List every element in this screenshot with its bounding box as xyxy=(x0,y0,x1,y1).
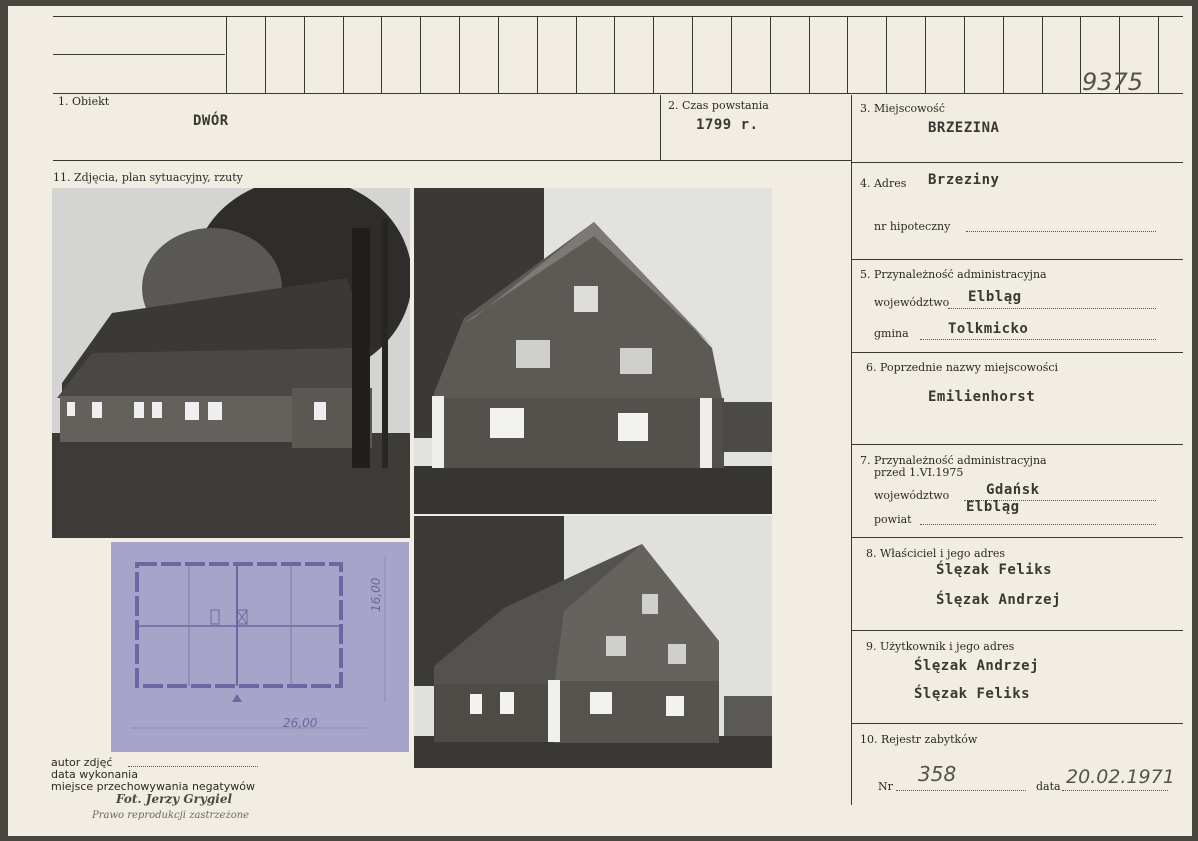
divider-5 xyxy=(851,352,1183,353)
divider-4 xyxy=(851,259,1183,260)
right-column-divider xyxy=(851,95,852,805)
record-card xyxy=(8,6,1192,836)
field-wlasciciel-label: 8. Właściciel i jego adres xyxy=(866,547,1006,560)
card-number: 9375 xyxy=(1082,68,1144,96)
photo-gable-front xyxy=(414,188,772,514)
field-uzytkownik-line1: Ślęzak Andrzej xyxy=(914,658,1040,674)
field-adres-value: Brzeziny xyxy=(928,172,1000,188)
header-cell-divider xyxy=(653,16,654,93)
footer-autor: autor zdjęć xyxy=(51,756,113,769)
divider-7 xyxy=(851,537,1183,538)
footer-data: data wykonania xyxy=(51,768,138,781)
header-cell-divider xyxy=(459,16,460,93)
field-miejscowosc-label: 3. Miejscowość xyxy=(860,102,945,115)
header-cell-divider xyxy=(576,16,577,93)
header-cell-divider xyxy=(964,16,965,93)
divider-9 xyxy=(851,723,1183,724)
field-uzytkownik-label: 9. Użytkownik i jego adres xyxy=(866,640,1015,653)
header-cell-divider xyxy=(925,16,926,93)
hipoteczny-line xyxy=(966,231,1156,232)
header-cell-divider xyxy=(226,16,227,93)
field-miejscowosc-value: BRZEZINA xyxy=(928,120,1000,136)
field-gmina-value: Tolkmicko xyxy=(948,321,1029,337)
field-zdjecia-label: 11. Zdjęcia, plan sytuacyjny, rzuty xyxy=(53,171,243,184)
field-poprzednie-label: 6. Poprzednie nazwy miejscowości xyxy=(866,361,1059,374)
floor-plan xyxy=(111,542,409,752)
field-wojewodztwo-label: województwo xyxy=(874,296,950,309)
wojewodztwo-line xyxy=(948,308,1156,309)
header-mid-line xyxy=(53,54,225,55)
1975-powiat-line xyxy=(920,524,1156,525)
header-cell-divider xyxy=(537,16,538,93)
header-cell-divider xyxy=(304,16,305,93)
divider-2 xyxy=(53,160,851,161)
header-cell-divider xyxy=(1003,16,1004,93)
header-cell-divider xyxy=(847,16,848,93)
header-top-line xyxy=(53,16,1183,17)
autor-line xyxy=(128,766,258,767)
field-nr-label: Nr xyxy=(878,780,893,793)
divider-6 xyxy=(851,444,1183,445)
divider-3 xyxy=(851,162,1183,163)
field-czas-label: 2. Czas powstania xyxy=(668,99,769,112)
header-cell-divider xyxy=(420,16,421,93)
field-1975-label: 7. Przynależność administracyjna xyxy=(860,454,1047,467)
gmina-line xyxy=(920,339,1156,340)
header-cell-divider xyxy=(343,16,344,93)
header-cell-divider xyxy=(498,16,499,93)
photo-manor-side xyxy=(52,188,410,538)
field-rejestr-label: 10. Rejestr zabytków xyxy=(860,733,978,746)
field-1975-date: przed 1.VI.1975 xyxy=(874,466,964,479)
field-gmina-label: gmina xyxy=(874,327,909,340)
field-obiekt-value: DWÓR xyxy=(193,113,229,129)
field-1975-powiat-label: powiat xyxy=(874,513,912,526)
header-bottom-line xyxy=(53,93,1183,94)
header-cell-divider xyxy=(731,16,732,93)
field-uzytkownik-line2: Ślęzak Feliks xyxy=(914,686,1031,702)
plan-height-label: 16,00 xyxy=(369,577,383,612)
field-wlasciciel-line1: Ślęzak Feliks xyxy=(936,562,1053,578)
copyright-stamp: Prawo reprodukcji zastrzeżone xyxy=(92,810,250,821)
field-wlasciciel-line2: Ślęzak Andrzej xyxy=(936,592,1062,608)
field-nr-value: 358 xyxy=(918,762,957,786)
header-cell-divider xyxy=(1158,16,1159,93)
divider-8 xyxy=(851,630,1183,631)
divider-1 xyxy=(660,95,661,161)
field-przynaleznosc-label: 5. Przynależność administracyjna xyxy=(860,268,1047,281)
nr-line xyxy=(896,790,1026,791)
field-data-value: 20.02.1971 xyxy=(1066,766,1175,788)
field-wojewodztwo-value: Elbląg xyxy=(968,289,1022,305)
field-1975-woj-value: Gdańsk xyxy=(986,482,1040,498)
header-cell-divider xyxy=(1042,16,1043,93)
field-adres-label: 4. Adres xyxy=(860,177,907,190)
header-cell-divider xyxy=(809,16,810,93)
field-obiekt-label: 1. Obiekt xyxy=(58,95,110,108)
field-hipoteczny-label: nr hipoteczny xyxy=(874,220,951,233)
field-1975-powiat-value: Elbląg xyxy=(966,499,1020,515)
header-cell-divider xyxy=(770,16,771,93)
header-cell-divider xyxy=(614,16,615,93)
header-cell-divider xyxy=(692,16,693,93)
field-data-label: data xyxy=(1036,780,1061,793)
header-cell-divider xyxy=(265,16,266,93)
field-poprzednie-value: Emilienhorst xyxy=(928,389,1036,405)
footer-miejsce: miejsce przechowywania negatywów xyxy=(51,780,255,793)
plan-width-label: 26,00 xyxy=(283,716,318,730)
field-1975-woj-label: województwo xyxy=(874,489,950,502)
photo-corner-view xyxy=(414,516,772,768)
header-cell-divider xyxy=(886,16,887,93)
header-cell-divider xyxy=(381,16,382,93)
field-czas-value: 1799 r. xyxy=(696,117,759,133)
photographer-stamp: Fot. Jerzy Grygiel xyxy=(116,792,233,806)
data-line xyxy=(1062,790,1168,791)
